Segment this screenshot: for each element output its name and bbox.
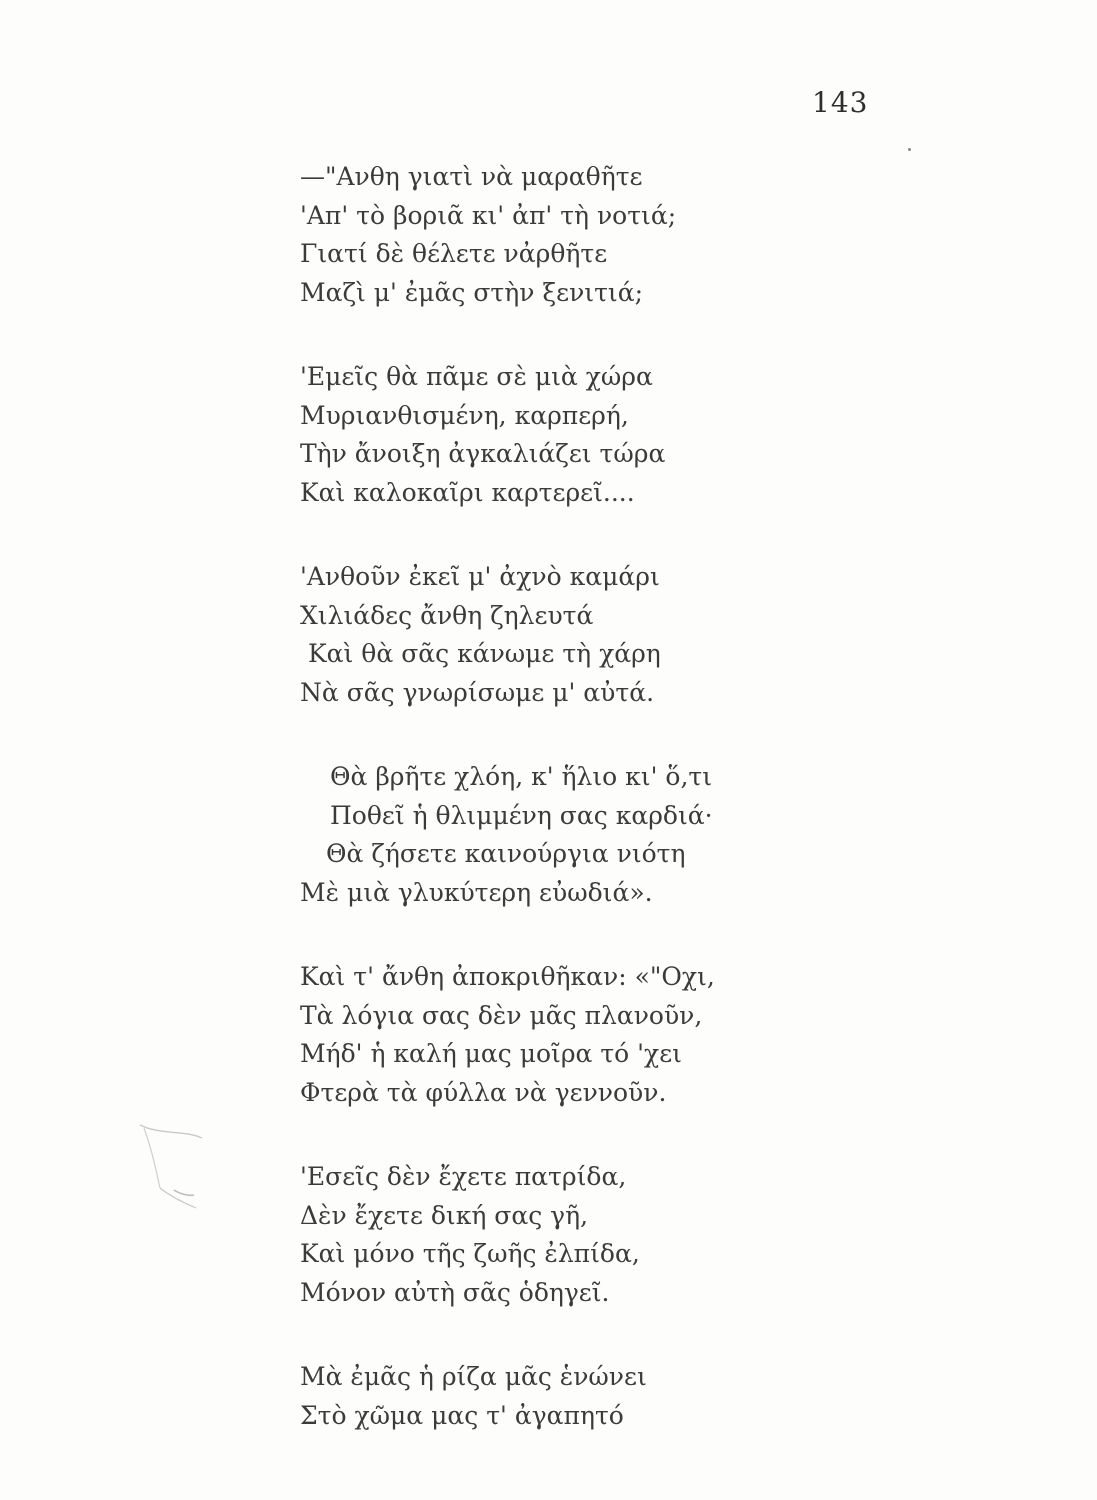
- poem-line: Φτερὰ τὰ φύλλα νὰ γεννοῦν.: [300, 1077, 667, 1107]
- poem-line: Ποθεῖ ἡ θλιμμένη σας καρδιά·: [330, 800, 713, 830]
- poem-line: 'Ανθοῦν ἐκεῖ μ' ἀχνὸ καμάρι: [300, 562, 660, 591]
- poem-line: Γιατί δὲ θέλετε νἀρθῆτε: [300, 239, 608, 268]
- poem-line: Μυριανθισμένη, καρπερή,: [300, 400, 629, 430]
- poem-line: Καὶ τ' ἄνθη ἀποκριθῆκαν: «"Οχι,: [300, 962, 715, 991]
- poem-line: Καὶ μόνο τῆς ζωῆς ἐλπίδα,: [300, 1239, 640, 1268]
- stanza-1: [300, 158, 820, 312]
- poem-line: Τὴν ἄνοιξη ἀγκαλιάζει τώρα: [300, 439, 666, 468]
- poem-line: 'Εσεῖς δὲν ἔχετε πατρίδα,: [300, 1162, 627, 1191]
- poem-line: Τὰ λόγια σας δὲν μᾶς πλανοῦν,: [300, 1000, 703, 1030]
- stanza-3: [300, 558, 820, 712]
- poem-line: 'Απ' τὸ βοριᾶ κι' ἀπ' τὴ νοτιά;: [300, 200, 677, 230]
- stanza-4: [300, 758, 820, 912]
- poem: [300, 158, 820, 1481]
- poem-line: Μήδ' ἡ καλή μας μοῖρα τό 'χει: [300, 1039, 682, 1068]
- poem-line: Θὰ ζήσετε καινούργια νιότη: [326, 839, 686, 868]
- page-number: 143: [812, 86, 869, 119]
- poem-line: —"Ανθη γιατὶ νὰ μαραθῆτε: [300, 162, 643, 191]
- pencil-sketch-mark: [130, 1110, 220, 1220]
- ink-speck: [908, 148, 911, 151]
- poem-line: Δὲν ἔχετε δική σας γῆ,: [300, 1200, 589, 1230]
- stanza-5: [300, 958, 820, 1112]
- stanza-2: [300, 358, 820, 512]
- poem-line: Μὰ ἐμᾶς ἡ ρίζα μᾶς ἑνώνει: [300, 1362, 647, 1391]
- poem-line: Στὸ χῶμα μας τ' ἀγαπητό: [300, 1400, 624, 1430]
- stanza-7: [300, 1358, 820, 1435]
- poem-line: Μὲ μιὰ γλυκύτερη εὐωδιά».: [300, 877, 653, 907]
- poem-line: Μόνον αὐτὴ σᾶς ὁδηγεῖ.: [300, 1277, 610, 1307]
- poem-line: Μαζὶ μ' ἐμᾶς στὴν ξενιτιά;: [300, 277, 644, 307]
- poem-line: Θὰ βρῆτε χλόη, κ' ἥλιο κι' ὅ,τι: [330, 762, 713, 791]
- poem-line: Καὶ καλοκαῖρι καρτερεῖ....: [300, 477, 635, 507]
- poem-line: Νὰ σᾶς γνωρίσωμε μ' αὐτά.: [300, 677, 655, 707]
- poem-line: 'Εμεῖς θὰ πᾶμε σὲ μιὰ χώρα: [300, 362, 653, 391]
- poem-line: Καὶ θὰ σᾶς κάνωμε τὴ χάρη: [308, 639, 661, 668]
- stanza-6: [300, 1158, 820, 1312]
- poem-line: Χιλιάδες ἄνθη ζηλευτά: [300, 600, 594, 630]
